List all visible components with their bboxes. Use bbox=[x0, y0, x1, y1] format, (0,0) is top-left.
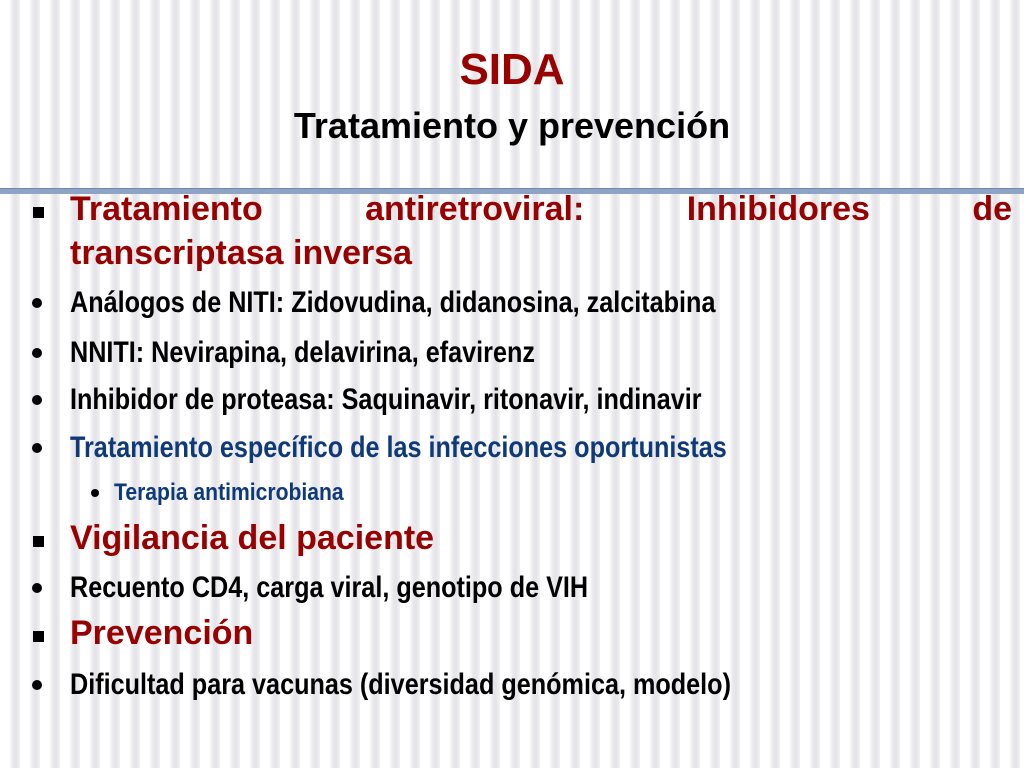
list-item-heading: Vigilancia del paciente bbox=[70, 519, 435, 557]
dot-bullet-icon bbox=[32, 443, 42, 453]
word: Tratamiento bbox=[70, 190, 263, 228]
word: Inhibidores bbox=[686, 190, 870, 228]
dot-bullet-icon bbox=[32, 395, 42, 405]
word: antiretroviral: bbox=[365, 190, 585, 228]
dot-bullet-icon bbox=[32, 680, 42, 690]
word: de bbox=[972, 190, 1012, 228]
dot-bullet-icon bbox=[32, 583, 42, 593]
dot-bullet-icon bbox=[32, 348, 42, 358]
square-bullet-icon bbox=[33, 631, 44, 642]
list-item-text: Tratamiento específico de las infecciones oportunistas bbox=[70, 431, 727, 464]
list-item-text: Inhibidor de proteasa: Saquinavir, ritonavir, indinavir bbox=[70, 383, 702, 416]
list-item-text: Dificultad para vacunas (diversidad genómica, modelo) bbox=[70, 668, 731, 701]
list-item-heading: Prevención bbox=[70, 614, 254, 652]
dot-bullet-icon bbox=[91, 489, 99, 497]
list-item-text: NNITI: Nevirapina, delavirina, efavirenz bbox=[70, 336, 535, 369]
square-bullet-icon bbox=[33, 207, 44, 218]
square-bullet-icon bbox=[33, 536, 44, 547]
list-item-text-line-2: transcriptasa inversa bbox=[70, 234, 413, 272]
dot-bullet-icon bbox=[32, 298, 42, 308]
list-item-text: Análogos de NITI: Zidovudina, didanosina, zalcitabina bbox=[70, 286, 716, 319]
list-item-text: Recuento CD4, carga viral, genotipo de VIH bbox=[70, 571, 589, 604]
list-subitem-text: Terapia antimicrobiana bbox=[114, 479, 344, 506]
slide-title: SIDA bbox=[459, 45, 565, 94]
list-item-text-line-1 bbox=[70, 190, 1012, 228]
slide-subtitle: Tratamiento y prevención bbox=[293, 105, 731, 146]
